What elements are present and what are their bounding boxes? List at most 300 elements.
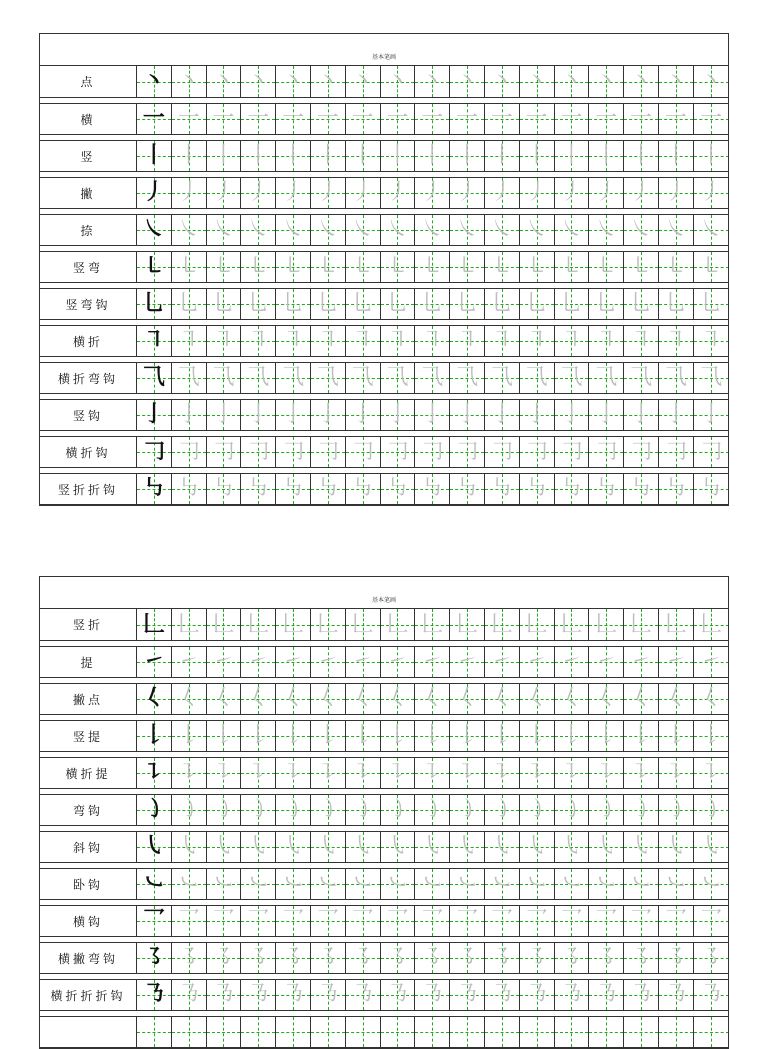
practice-grid	[137, 215, 728, 245]
tracing-cell	[346, 980, 381, 1010]
tracing-cell	[624, 66, 659, 97]
tracing-cell	[381, 721, 416, 751]
tracing-stroke-glyph: 丨	[177, 143, 200, 168]
tracing-stroke-glyph: ⺄	[560, 365, 583, 390]
tracing-cell	[520, 400, 555, 430]
tracing-cell	[624, 104, 659, 134]
tracing-stroke-glyph: 𠃌	[282, 439, 305, 464]
tracing-cell	[450, 215, 485, 245]
tracing-stroke-glyph: 丨	[421, 143, 444, 168]
tracing-stroke-glyph: ㇄	[386, 254, 409, 279]
stroke-name: 竖弯钩	[40, 289, 137, 319]
tracing-stroke-glyph: 一	[700, 106, 723, 131]
tracing-stroke-glyph: ㇂	[421, 834, 444, 859]
tracing-cell	[381, 795, 416, 825]
tracing-cell	[589, 1017, 624, 1047]
tracing-stroke-glyph: ㇄	[316, 254, 339, 279]
tracing-stroke-glyph: ㇂	[456, 834, 479, 859]
tracing-stroke-glyph: ㇌	[247, 945, 270, 970]
model-stroke-glyph: 𠃊	[142, 611, 165, 637]
tracing-cell	[311, 943, 346, 973]
tracing-stroke-glyph: ㇊	[351, 760, 374, 785]
tracing-stroke-glyph: ㇉	[490, 476, 513, 501]
model-stroke-glyph: 乚	[142, 291, 165, 316]
tracing-stroke-glyph: 丿	[490, 180, 513, 205]
tracing-cell	[172, 141, 207, 171]
tracing-stroke-glyph: ㇄	[282, 254, 305, 279]
tracing-cell	[276, 980, 311, 1010]
tracing-cell	[207, 104, 242, 134]
tracing-cell	[381, 758, 416, 788]
tracing-cell	[589, 980, 624, 1010]
tracing-stroke-glyph: ⺄	[386, 365, 409, 390]
tracing-stroke-glyph: 乚	[177, 291, 200, 316]
tracing-stroke-glyph: 𠃊	[490, 611, 513, 637]
model-stroke-glyph: ㇉	[142, 476, 165, 501]
tracing-stroke-glyph: 𠃊	[700, 611, 723, 637]
tracing-stroke-glyph: 乛	[595, 908, 618, 933]
model-stroke-cell	[137, 647, 172, 677]
tracing-stroke-glyph: 𡿨	[177, 686, 200, 711]
tracing-cell	[450, 906, 485, 936]
tracing-cell	[659, 363, 694, 393]
tracing-cell	[659, 326, 694, 356]
tracing-stroke-glyph: 𠃊	[282, 611, 305, 637]
tracing-cell	[311, 647, 346, 677]
tracing-cell	[589, 66, 624, 97]
tracing-cell	[241, 474, 276, 504]
tracing-cell	[485, 1017, 520, 1047]
tracing-stroke-glyph: ㇊	[525, 760, 548, 785]
tracing-stroke-glyph: 乚	[525, 291, 548, 316]
tracing-stroke-glyph: ㇡	[177, 982, 200, 1007]
tracing-cell	[659, 906, 694, 936]
tracing-stroke-glyph: 𠃊	[421, 611, 444, 637]
tracing-cell	[555, 832, 590, 862]
tracing-cell	[555, 178, 590, 208]
tracing-cell	[555, 1017, 590, 1047]
model-stroke-glyph: 亅	[142, 402, 165, 427]
tracing-cell	[555, 474, 590, 504]
tracing-stroke-glyph: ㇉	[456, 476, 479, 501]
tracing-cell	[450, 104, 485, 134]
tracing-cell	[241, 795, 276, 825]
tracing-cell	[415, 647, 450, 677]
tracing-stroke-glyph: ㇡	[630, 982, 653, 1007]
tracing-cell	[415, 795, 450, 825]
model-stroke-glyph: ㇁	[142, 797, 165, 822]
tracing-cell	[207, 980, 242, 1010]
stroke-name: 撇	[40, 178, 137, 208]
tracing-cell	[450, 437, 485, 467]
tracing-cell	[276, 252, 311, 282]
tracing-cell	[381, 647, 416, 677]
practice-grid	[137, 795, 728, 825]
tracing-cell	[694, 474, 728, 504]
tracing-stroke-glyph: 𠃊	[560, 611, 583, 637]
tracing-cell	[381, 400, 416, 430]
model-stroke-glyph: ㇡	[142, 982, 165, 1007]
tracing-stroke-glyph: 乛	[177, 908, 200, 933]
tracing-stroke-glyph: ㇁	[525, 797, 548, 822]
tracing-cell	[589, 609, 624, 640]
tracing-stroke-glyph: 亅	[316, 402, 339, 427]
tracing-cell	[276, 758, 311, 788]
tracing-cell	[276, 104, 311, 134]
tracing-stroke-glyph: ㇀	[421, 649, 444, 674]
stroke-name: 横折折折钩	[40, 980, 137, 1010]
tracing-stroke-glyph: ⺄	[700, 365, 723, 390]
stroke-name: 捺	[40, 215, 137, 245]
tracing-cell	[311, 1017, 346, 1047]
tracing-stroke-glyph: ㇃	[351, 871, 374, 896]
model-stroke-cell	[137, 609, 172, 640]
tracing-stroke-glyph: ㇏	[212, 217, 235, 242]
tracing-stroke-glyph: ㇊	[595, 760, 618, 785]
tracing-stroke-glyph: ㇏	[630, 217, 653, 242]
tracing-stroke-glyph: 丨	[490, 143, 513, 168]
tracing-cell	[520, 869, 555, 899]
tracing-stroke-glyph: ㇏	[525, 217, 548, 242]
tracing-cell	[694, 980, 728, 1010]
stroke-row	[40, 399, 728, 431]
tracing-cell	[346, 289, 381, 319]
tracing-stroke-glyph: 亅	[421, 402, 444, 427]
tracing-stroke-glyph: ㇁	[664, 797, 687, 822]
tracing-cell	[694, 647, 728, 677]
tracing-stroke-glyph: ㇏	[560, 217, 583, 242]
tracing-stroke-glyph: 丿	[421, 180, 444, 205]
tracing-cell	[450, 684, 485, 714]
tracing-stroke-glyph: 𠃌	[386, 439, 409, 464]
tracing-cell	[415, 363, 450, 393]
tracing-stroke-glyph: ㇄	[595, 254, 618, 279]
stroke-row	[40, 1016, 728, 1048]
tracing-cell	[207, 832, 242, 862]
tracing-cell	[311, 832, 346, 862]
tracing-cell	[624, 721, 659, 751]
tracing-stroke-glyph: 亅	[386, 402, 409, 427]
tracing-stroke-glyph: 亅	[664, 402, 687, 427]
tracing-stroke-glyph: ㇕	[456, 328, 479, 353]
tracing-cell	[485, 437, 520, 467]
tracing-cell	[555, 400, 590, 430]
tracing-cell	[520, 326, 555, 356]
tracing-stroke-glyph: ㇂	[700, 834, 723, 859]
tracing-stroke-glyph: ㇂	[282, 834, 305, 859]
tracing-cell	[485, 758, 520, 788]
tracing-stroke-glyph: 乛	[247, 908, 270, 933]
practice-grid	[137, 832, 728, 862]
tracing-stroke-glyph: 乚	[490, 291, 513, 316]
tracing-cell	[172, 178, 207, 208]
tracing-stroke-glyph: 𠃊	[177, 611, 200, 637]
tracing-cell	[381, 980, 416, 1010]
tracing-stroke-glyph: 亅	[456, 402, 479, 427]
tracing-stroke-glyph: ㇌	[177, 945, 200, 970]
tracing-stroke-glyph: ㇂	[351, 834, 374, 859]
tracing-cell	[172, 943, 207, 973]
tracing-cell	[415, 609, 450, 640]
tracing-cell	[207, 400, 242, 430]
tracing-stroke-glyph: 𡿨	[490, 686, 513, 711]
tracing-cell	[311, 252, 346, 282]
tracing-cell	[589, 758, 624, 788]
tracing-cell	[276, 721, 311, 751]
tracing-cell	[694, 609, 728, 640]
tracing-cell	[520, 1017, 555, 1047]
tracing-cell	[485, 474, 520, 504]
stroke-row	[40, 103, 728, 135]
tracing-stroke-glyph: ㇄	[664, 254, 687, 279]
tracing-stroke-glyph: 亅	[560, 402, 583, 427]
tracing-stroke-glyph: 丶	[456, 68, 479, 94]
stroke-row	[40, 251, 728, 283]
stroke-name: 斜钩	[40, 832, 137, 862]
stroke-name: 提	[40, 647, 137, 677]
tracing-cell	[311, 795, 346, 825]
tracing-stroke-glyph: ⺄	[177, 365, 200, 390]
practice-grid	[137, 609, 728, 640]
tracing-cell	[276, 400, 311, 430]
tracing-cell	[589, 647, 624, 677]
tracing-stroke-glyph: ㇌	[316, 945, 339, 970]
tracing-stroke-glyph: 𠄌	[386, 723, 409, 748]
tracing-stroke-glyph: ㇏	[282, 217, 305, 242]
tracing-cell	[346, 178, 381, 208]
tracing-stroke-glyph: ⺄	[247, 365, 270, 390]
tracing-stroke-glyph: 𡿨	[421, 686, 444, 711]
tracing-stroke-glyph: ㇄	[177, 254, 200, 279]
tracing-stroke-glyph: 𠄌	[595, 723, 618, 748]
tracing-stroke-glyph: 𡿨	[386, 686, 409, 711]
tracing-stroke-glyph: ㇄	[247, 254, 270, 279]
tracing-cell	[659, 758, 694, 788]
tracing-stroke-glyph: ㇏	[386, 217, 409, 242]
tracing-cell	[311, 906, 346, 936]
tracing-stroke-glyph: ㇏	[456, 217, 479, 242]
tracing-cell	[172, 252, 207, 282]
tracing-stroke-glyph: ㇀	[595, 649, 618, 674]
tracing-cell	[589, 104, 624, 134]
tracing-stroke-glyph: 丨	[282, 143, 305, 168]
tracing-cell	[276, 215, 311, 245]
tracing-cell	[694, 758, 728, 788]
tracing-cell	[450, 943, 485, 973]
tracing-stroke-glyph: ㇊	[247, 760, 270, 785]
tracing-cell	[311, 437, 346, 467]
tracing-cell	[172, 326, 207, 356]
tracing-cell	[415, 104, 450, 134]
tracing-cell	[450, 721, 485, 751]
tracing-stroke-glyph: ㇊	[212, 760, 235, 785]
tracing-cell	[381, 609, 416, 640]
tracing-cell	[450, 832, 485, 862]
practice-grid	[137, 437, 728, 467]
tracing-stroke-glyph: ㇀	[456, 649, 479, 674]
tracing-cell	[241, 66, 276, 97]
tracing-stroke-glyph: 一	[421, 106, 444, 131]
stroke-name: 卧钩	[40, 869, 137, 899]
tracing-stroke-glyph: ㇏	[421, 217, 444, 242]
tracing-cell	[241, 609, 276, 640]
tracing-cell	[520, 906, 555, 936]
tracing-stroke-glyph: ㇕	[386, 328, 409, 353]
model-stroke-cell	[137, 869, 172, 899]
tracing-cell	[555, 326, 590, 356]
tracing-cell	[694, 363, 728, 393]
tracing-cell	[555, 363, 590, 393]
model-stroke-cell	[137, 363, 172, 393]
practice-grid	[137, 906, 728, 936]
tracing-cell	[485, 721, 520, 751]
tracing-stroke-glyph: ㇀	[490, 649, 513, 674]
tracing-stroke-glyph: ㇃	[247, 871, 270, 896]
tracing-stroke-glyph: 𠃌	[316, 439, 339, 464]
tracing-cell	[520, 832, 555, 862]
model-stroke-glyph: ㇃	[142, 871, 165, 896]
tracing-cell	[589, 474, 624, 504]
tracing-cell	[624, 1017, 659, 1047]
tracing-stroke-glyph: 𡿨	[212, 686, 235, 711]
tracing-cell	[589, 252, 624, 282]
tracing-cell	[172, 363, 207, 393]
tracing-stroke-glyph: ㇁	[386, 797, 409, 822]
tracing-stroke-glyph: 𠃌	[664, 439, 687, 464]
tracing-cell	[624, 758, 659, 788]
tracing-cell	[311, 215, 346, 245]
tracing-stroke-glyph: ㇂	[247, 834, 270, 859]
tracing-cell	[485, 832, 520, 862]
tracing-stroke-glyph: 丿	[212, 180, 235, 205]
tracing-stroke-glyph: 丿	[456, 180, 479, 205]
tracing-cell	[485, 326, 520, 356]
tracing-stroke-glyph: 丶	[247, 68, 270, 94]
stroke-row	[40, 720, 728, 752]
stroke-row	[40, 288, 728, 320]
tracing-cell	[520, 721, 555, 751]
stroke-name: 撇点	[40, 684, 137, 714]
tracing-stroke-glyph: 一	[664, 106, 687, 131]
tracing-cell	[346, 104, 381, 134]
stroke-row	[40, 325, 728, 357]
tracing-cell	[346, 684, 381, 714]
tracing-stroke-glyph: 丿	[282, 180, 305, 205]
tracing-stroke-glyph: ㇌	[560, 945, 583, 970]
tracing-cell	[624, 795, 659, 825]
tracing-cell	[415, 980, 450, 1010]
tracing-cell	[207, 363, 242, 393]
practice-grid	[137, 289, 728, 319]
tracing-cell	[172, 104, 207, 134]
tracing-stroke-glyph: 乛	[525, 908, 548, 933]
tracing-stroke-glyph: 一	[560, 106, 583, 131]
tracing-stroke-glyph: ㇁	[177, 797, 200, 822]
tracing-stroke-glyph: 亅	[177, 402, 200, 427]
tracing-cell	[415, 252, 450, 282]
tracing-cell	[311, 141, 346, 171]
tracing-stroke-glyph: 丶	[212, 68, 235, 94]
tracing-stroke-glyph: 丿	[386, 180, 409, 205]
stroke-row	[40, 177, 728, 209]
tracing-cell	[485, 141, 520, 171]
tracing-cell	[589, 141, 624, 171]
tracing-cell	[555, 289, 590, 319]
tracing-cell	[520, 252, 555, 282]
tracing-stroke-glyph: ㇃	[282, 871, 305, 896]
tracing-stroke-glyph: ㇌	[456, 945, 479, 970]
tracing-cell	[694, 289, 728, 319]
tracing-cell	[694, 326, 728, 356]
tracing-cell	[624, 832, 659, 862]
model-stroke-glyph: ㇀	[142, 649, 165, 674]
tracing-cell	[346, 832, 381, 862]
model-stroke-cell	[137, 178, 172, 208]
tracing-cell	[694, 215, 728, 245]
tracing-cell	[555, 758, 590, 788]
tracing-stroke-glyph: 乛	[421, 908, 444, 933]
tracing-cell	[415, 943, 450, 973]
tracing-cell	[172, 869, 207, 899]
tracing-cell	[624, 980, 659, 1010]
tracing-stroke-glyph: 𡿨	[247, 686, 270, 711]
tracing-stroke-glyph: ㇁	[630, 797, 653, 822]
tracing-cell	[276, 66, 311, 97]
tracing-stroke-glyph: ㇊	[177, 760, 200, 785]
model-stroke-glyph: ㇌	[142, 945, 165, 970]
tracing-stroke-glyph: ㇃	[630, 871, 653, 896]
tracing-cell	[624, 252, 659, 282]
tracing-stroke-glyph: ㇂	[212, 834, 235, 859]
tracing-cell	[415, 66, 450, 97]
tracing-stroke-glyph: ㇄	[351, 254, 374, 279]
tracing-cell	[520, 684, 555, 714]
tracing-cell	[241, 758, 276, 788]
tracing-stroke-glyph: 𠃌	[630, 439, 653, 464]
tracing-cell	[241, 141, 276, 171]
tracing-cell	[694, 437, 728, 467]
tracing-cell	[381, 869, 416, 899]
model-stroke-glyph: ㇄	[142, 254, 165, 279]
stroke-row	[40, 609, 728, 641]
tracing-cell	[381, 178, 416, 208]
tracing-cell	[346, 795, 381, 825]
tracing-stroke-glyph: 乚	[664, 291, 687, 316]
tracing-stroke-glyph: ㇡	[316, 982, 339, 1007]
tracing-cell	[346, 906, 381, 936]
tracing-cell	[659, 178, 694, 208]
tracing-cell	[555, 252, 590, 282]
tracing-cell	[694, 795, 728, 825]
tracing-stroke-glyph: ㇀	[282, 649, 305, 674]
tracing-stroke-glyph: ㇡	[247, 982, 270, 1007]
tracing-stroke-glyph: 乛	[282, 908, 305, 933]
tracing-cell	[694, 66, 728, 97]
tracing-cell	[415, 474, 450, 504]
tracing-cell	[172, 215, 207, 245]
tracing-cell	[241, 363, 276, 393]
tracing-cell	[207, 943, 242, 973]
tracing-cell	[589, 684, 624, 714]
tracing-cell	[311, 400, 346, 430]
tracing-cell	[555, 647, 590, 677]
tracing-stroke-glyph: ㇊	[630, 760, 653, 785]
tracing-cell	[381, 943, 416, 973]
model-stroke-cell	[137, 289, 172, 319]
tracing-cell	[311, 363, 346, 393]
tracing-cell	[659, 609, 694, 640]
tracing-stroke-glyph: ⺄	[664, 365, 687, 390]
